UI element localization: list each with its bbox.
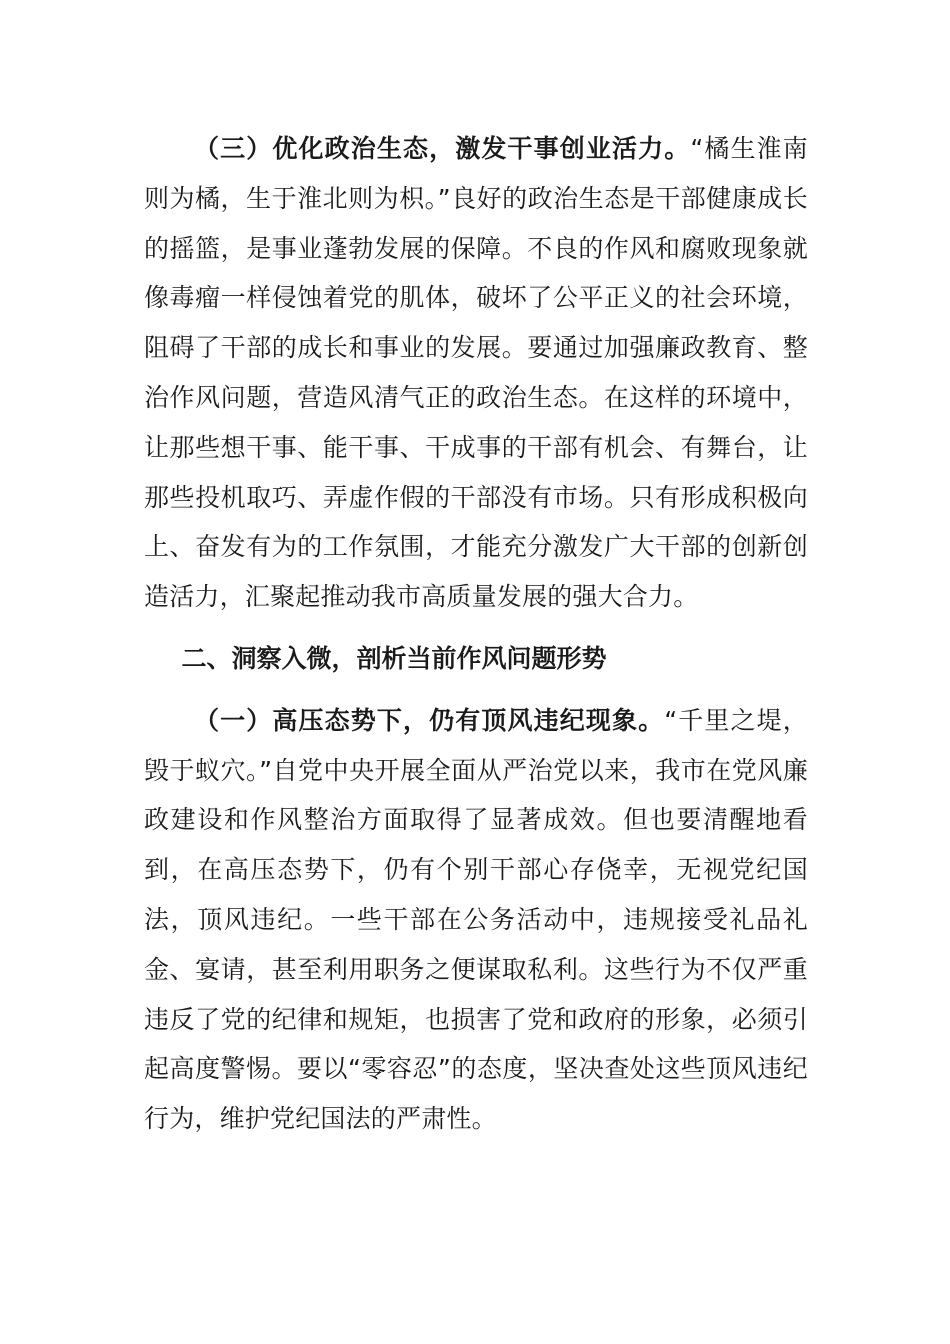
document-page [144, 124, 808, 1144]
paragraph-lead-heading: （三）优化政治生态，激发干事创业活力。 [194, 134, 691, 163]
paragraph-violation-phenomena [144, 696, 808, 1144]
paragraph-body-text: “千里之堤，毁于蚁穴。”自党中央开展全面从严治党以来，我市在党风廉政建设和作风整治方面取得了显著成效。但也要清醒地看到，在高压态势下，仍有个别干部心存侥幸，无视党纪国法，顶风违纪。一些干部在公务活动中，违规接受礼品礼金、宴请，甚至利用职务之便谋取私利。这些行为不仅严重违反了党的纪律和规矩，也损害了党和政府的形象，必须引起高度警惕。要以“零容忍”的态度，坚决查处这些顶风违纪行为，维护党纪国法的严肃性。 [144, 705, 809, 1134]
section-heading-2: 二、洞察入微，剖析当前作风问题形势 [181, 643, 607, 673]
paragraph-lead-heading: （一）高压态势下，仍有顶风违纪现象。 [194, 705, 665, 735]
paragraph-optimize-political-ecology [144, 124, 808, 622]
paragraph-body-text: “橘生淮南则为橘，生于淮北则为枳。”良好的政治生态是干部健康成长的摇篮，是事业蓬勃发展的保障。不良的作风和腐败现象就像毒瘤一样侵蚀着党的肌体，破坏了公平正义的社会环境，阻碍了干部的成长和事业的发展。要通过加强廉政教育、整治作风问题，营造风清气正的政治生态。在这样的环境中，让那些想干事、能干事、干成事的干部有机会、有舞台，让那些投机取巧、弄虚作假的干部没有市场。只有形成积极向上、奋发有为的工作氛围，才能充分激发广大干部的创新创造活力，汇聚起推动我市高质量发展的强大合力。 [144, 134, 808, 612]
